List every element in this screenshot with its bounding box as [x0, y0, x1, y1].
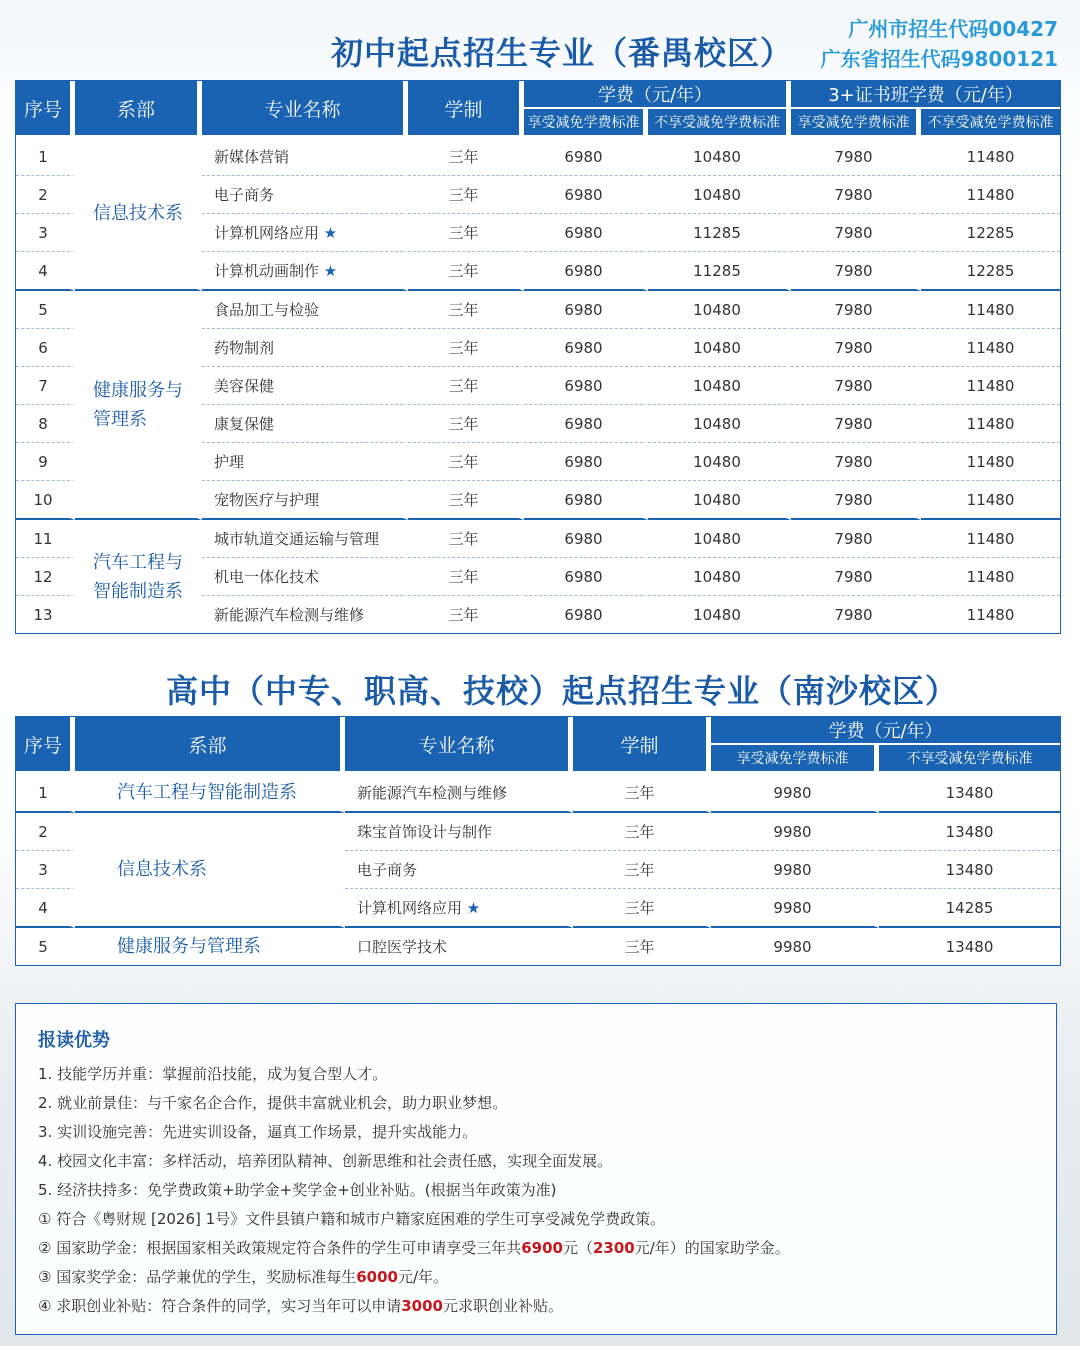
header-cert-without-reduction: 不享受减免学费标准: [921, 109, 1060, 138]
advantage-item: [38, 1205, 790, 1234]
major-name-cell: [202, 138, 408, 176]
cert-fee-without-reduction: 11480: [966, 605, 1015, 624]
cert-fee-with-reduction: 7980: [791, 367, 921, 405]
fee-with-reduction: 6980: [524, 291, 648, 329]
star-icon: ★: [323, 262, 338, 280]
years-cell: 三年: [408, 367, 524, 405]
fee-without-reduction: 10480: [648, 481, 791, 520]
years-cell: 三年: [408, 214, 524, 252]
major-name-cell: [202, 214, 408, 252]
cert-fee-without-reduction: 12285: [921, 214, 1060, 252]
fee-without-reduction: 10480: [648, 558, 791, 596]
major-name: 机电一体化技术: [214, 568, 320, 586]
row-number: 6: [16, 329, 75, 367]
advantage-item: [38, 1234, 790, 1263]
advantages-panel: [15, 1003, 1057, 1335]
fee-without-reduction: 13480: [879, 774, 1060, 813]
years-cell: 三年: [573, 851, 711, 889]
cert-fee-with-reduction: 7980: [791, 252, 921, 291]
row-number: 4: [16, 252, 75, 291]
fee-with-reduction: 6980: [524, 138, 648, 176]
advantage-text: ① 符合《粤财规 [2026] 1号》文件县镇户籍和城市户籍家庭困难的学生可享受减免学费政策。: [38, 1210, 666, 1228]
major-name: 城市轨道交通运输与管理: [214, 530, 380, 548]
row-number: 7: [16, 367, 75, 405]
major-name-cell: [202, 291, 408, 329]
section1-body: [16, 138, 1060, 633]
header-cert-fee: 3+证书班学费（元/年）: [791, 81, 1060, 109]
advantage-text: 5. 经济扶持多：免学费政策+助学金+奖学金+创业补贴。(根据当年政策为准): [38, 1181, 557, 1199]
years-cell: 三年: [408, 520, 524, 558]
department-cell: [75, 774, 345, 813]
major-name-cell: [202, 252, 408, 291]
advantage-text: ② 国家助学金：根据国家相关政策规定符合条件的学生可申请享受三年共: [38, 1239, 522, 1257]
fee-without-reduction: 10480: [648, 520, 791, 558]
major-name-cell: [202, 596, 408, 633]
advantage-item: [38, 1118, 790, 1147]
header-fee-without-reduction: 不享受减免学费标准: [879, 745, 1060, 774]
fee-without-reduction: 13480: [879, 851, 1060, 889]
department-name: 汽车工程与智能制造系: [93, 551, 183, 602]
header-major: 专业名称: [202, 81, 408, 138]
major-name: 宠物医疗与护理: [214, 491, 320, 509]
row-number: 3: [16, 214, 75, 252]
fee-with-reduction: 6980: [524, 176, 648, 214]
cert-fee-with-reduction: 7980: [791, 443, 921, 481]
major-name: 计算机动画制作: [214, 262, 320, 280]
major-name: 珠宝首饰设计与制作: [357, 823, 493, 841]
header-seq: 序号: [16, 717, 75, 774]
header-dept: 系部: [75, 81, 202, 138]
star-icon: ★: [323, 224, 338, 242]
cert-fee-with-reduction: 7980: [791, 558, 921, 596]
years-cell: 三年: [573, 889, 711, 928]
cert-fee-with-reduction: 7980: [791, 176, 921, 214]
fee-without-reduction: 10480: [648, 405, 791, 443]
advantage-item: [38, 1263, 790, 1292]
fee-with-reduction: 9980: [711, 813, 879, 851]
cert-fee-with-reduction: 7980: [791, 214, 921, 252]
row-number: 11: [16, 520, 75, 558]
row-number: 10: [16, 481, 75, 520]
row-number: 5: [16, 291, 75, 329]
header-fee-with-reduction: 享受减免学费标准: [711, 745, 879, 774]
header-fee-without-reduction: 不享受减免学费标准: [648, 109, 791, 138]
header-seq: 序号: [16, 81, 75, 138]
major-name: 计算机网络应用: [357, 899, 463, 917]
fee-with-reduction: 6980: [524, 558, 648, 596]
star-icon: ★: [466, 899, 481, 917]
fee-with-reduction: 9980: [711, 774, 879, 813]
cert-fee-without-reduction: 11480: [921, 291, 1060, 329]
department-cell: [75, 138, 202, 291]
major-name: 电子商务: [214, 186, 275, 204]
major-name-cell: [202, 558, 408, 596]
row-number: 12: [16, 558, 75, 596]
row-number: 1: [16, 138, 75, 176]
major-name: 新媒体营销: [214, 148, 290, 166]
advantage-text: 3. 实训设施完善：先进实训设备，逼真工作场景，提升实战能力。: [38, 1123, 478, 1141]
major-name: 药物制剂: [214, 339, 275, 357]
major-name-cell: [202, 367, 408, 405]
years-cell: 三年: [408, 596, 524, 633]
major-name-cell: [202, 443, 408, 481]
major-name: 护理: [214, 453, 245, 471]
row-number: 9: [16, 443, 75, 481]
fee-without-reduction: 14285: [879, 889, 1060, 928]
fee-without-reduction: 10480: [648, 367, 791, 405]
major-name-cell: [202, 329, 408, 367]
major-name-cell: [345, 928, 573, 965]
cert-fee-without-reduction: 11480: [921, 176, 1060, 214]
row-number: 3: [16, 851, 75, 889]
header-years: 学制: [408, 81, 524, 138]
fee-without-reduction: 10480: [648, 176, 791, 214]
fee-with-reduction: 6980: [524, 481, 648, 520]
years-cell: 三年: [408, 291, 524, 329]
fee-without-reduction: 10480: [648, 596, 791, 633]
header-dept: 系部: [75, 717, 345, 774]
advantage-text: 1. 技能学历并重：掌握前沿技能，成为复合型人才。: [38, 1065, 388, 1083]
fee-without-reduction: 11285: [648, 252, 791, 291]
major-name: 电子商务: [357, 861, 418, 879]
advantages-title: 报读优势: [38, 1030, 110, 1051]
cert-fee-with-reduction: 7980: [791, 520, 921, 558]
fee-without-reduction: 13480: [945, 937, 994, 956]
highlight-amount: 2300: [592, 1239, 635, 1257]
header-cert-with-reduction: 享受减免学费标准: [791, 109, 921, 138]
table-row: [16, 291, 1060, 329]
major-name: 计算机网络应用: [214, 224, 320, 242]
header-fee: 学费（元/年）: [524, 81, 791, 109]
fee-without-reduction: 11285: [648, 214, 791, 252]
section1-table: [15, 80, 1061, 634]
table-row: [16, 520, 1060, 558]
section2-title: 高中（中专、职高、技校）起点招生专业（南沙校区）: [165, 672, 958, 710]
fee-with-reduction: 9980: [711, 851, 879, 889]
major-name: 口腔医学技术: [357, 938, 448, 956]
department-name: 信息技术系: [93, 203, 183, 224]
row-number: 2: [16, 813, 75, 851]
years-cell: 三年: [408, 443, 524, 481]
header-major: 专业名称: [345, 717, 573, 774]
cert-fee-with-reduction: 7980: [791, 138, 921, 176]
years-cell: 三年: [408, 481, 524, 520]
major-name-cell: [345, 851, 573, 889]
header-fee-with-reduction: 享受减免学费标准: [524, 109, 648, 138]
guangdong-code: 广东省招生代码9800121: [820, 47, 1058, 71]
fee-with-reduction: 9980: [711, 889, 879, 928]
cert-fee-with-reduction: 7980: [791, 329, 921, 367]
department-cell: [75, 813, 345, 928]
row-number: 1: [16, 774, 75, 813]
cert-fee-without-reduction: 11480: [921, 443, 1060, 481]
department-name: 健康服务与管理系: [93, 379, 183, 430]
table-row: [16, 774, 1060, 813]
row-number: 13: [16, 596, 75, 633]
years-cell: 三年: [573, 928, 711, 965]
fee-with-reduction: 6980: [524, 596, 648, 633]
section1-title: 初中起点招生专业（番禺校区）: [330, 34, 793, 72]
major-name-cell: [202, 481, 408, 520]
major-name-cell: [202, 520, 408, 558]
cert-fee-with-reduction: 7980: [791, 291, 921, 329]
fee-with-reduction: 9980: [711, 928, 879, 965]
fee-with-reduction: 6980: [524, 214, 648, 252]
advantage-text: 元（: [562, 1239, 593, 1257]
major-name-cell: [202, 405, 408, 443]
cert-fee-with-reduction: 7980: [791, 481, 921, 520]
department-cell: [75, 291, 202, 520]
advantage-text: ③ 国家奖学金：品学兼优的学生，奖励标准每生: [38, 1268, 357, 1286]
fee-without-reduction: 10480: [648, 329, 791, 367]
years-cell: 三年: [408, 176, 524, 214]
fee-with-reduction: 6980: [524, 443, 648, 481]
cert-fee-with-reduction: 7980: [791, 596, 921, 633]
advantage-item: [38, 1147, 790, 1176]
cert-fee-without-reduction: 12285: [921, 252, 1060, 291]
guangzhou-code: 广州市招生代码00427: [848, 17, 1058, 41]
major-name: 食品加工与检验: [214, 301, 320, 319]
cert-fee-without-reduction: 11480: [921, 558, 1060, 596]
row-number: 8: [16, 405, 75, 443]
department-name: 信息技术系: [117, 859, 207, 880]
years-cell: 三年: [408, 138, 524, 176]
cert-fee-with-reduction: 7980: [791, 405, 921, 443]
major-name: 康复保健: [214, 415, 275, 433]
row-number: 5: [16, 928, 75, 965]
major-name-cell: [345, 889, 573, 928]
major-name: 美容保健: [214, 377, 275, 395]
fee-without-reduction: 10480: [648, 443, 791, 481]
advantage-text: 元/年。: [397, 1268, 449, 1286]
advantage-text: 2. 就业前景佳：与千家名企合作，提供丰富就业机会，助力职业梦想。: [38, 1094, 508, 1112]
section2-table: [15, 716, 1061, 966]
department-cell: [75, 520, 202, 633]
major-name: 新能源汽车检测与维修: [214, 606, 365, 624]
table-row: [16, 813, 1060, 851]
fee-without-reduction: 10480: [648, 291, 791, 329]
years-cell: 三年: [408, 405, 524, 443]
fee-without-reduction: 10480: [648, 138, 791, 176]
department-cell: [75, 928, 345, 965]
fee-with-reduction: 6980: [524, 520, 648, 558]
table-row: [16, 138, 1060, 176]
years-cell: 三年: [408, 252, 524, 291]
advantage-item: [38, 1292, 790, 1321]
cert-fee-without-reduction: 11480: [921, 138, 1060, 176]
advantage-item: [38, 1060, 790, 1089]
years-cell: 三年: [573, 774, 711, 813]
fee-with-reduction: 6980: [524, 252, 648, 291]
major-name-cell: [345, 774, 573, 813]
major-name: 新能源汽车检测与维修: [357, 784, 508, 802]
years-cell: 三年: [573, 813, 711, 851]
advantage-text: ④ 求职创业补贴：符合条件的同学，实习当年可以申请: [38, 1297, 402, 1315]
advantages-list: [38, 1060, 790, 1321]
header-years: 学制: [573, 717, 711, 774]
highlight-amount: 6900: [521, 1239, 563, 1257]
section2-body: [16, 774, 1060, 965]
advantage-item: [38, 1089, 790, 1118]
fee-without-reduction: 13480: [879, 813, 1060, 851]
department-name: 健康服务与管理系: [117, 936, 261, 957]
years-cell: 三年: [408, 329, 524, 367]
row-number: 4: [16, 889, 75, 928]
fee-with-reduction: 6980: [524, 405, 648, 443]
cert-fee-without-reduction: 11480: [921, 481, 1060, 520]
highlight-amount: 6000: [356, 1268, 398, 1286]
advantage-text: 4. 校园文化丰富：多样活动，培养团队精神、创新思维和社会责任感，实现全面发展。: [38, 1152, 613, 1170]
advantage-text: 元求职创业补贴。: [442, 1297, 563, 1315]
cert-fee-without-reduction: 11480: [921, 520, 1060, 558]
highlight-amount: 3000: [401, 1297, 443, 1315]
department-name: 汽车工程与智能制造系: [117, 782, 297, 803]
fee-with-reduction: 6980: [524, 367, 648, 405]
major-name-cell: [202, 176, 408, 214]
cert-fee-without-reduction: 11480: [921, 367, 1060, 405]
cert-fee-without-reduction: 11480: [921, 405, 1060, 443]
row-number: 2: [16, 176, 75, 214]
table-row: [16, 928, 1060, 965]
advantage-text: 元/年）的国家助学金。: [634, 1239, 790, 1257]
fee-with-reduction: 6980: [524, 329, 648, 367]
years-cell: 三年: [408, 558, 524, 596]
header-fee: 学费（元/年）: [711, 717, 1060, 745]
advantage-item: [38, 1176, 790, 1205]
major-name-cell: [345, 813, 573, 851]
cert-fee-without-reduction: 11480: [921, 329, 1060, 367]
